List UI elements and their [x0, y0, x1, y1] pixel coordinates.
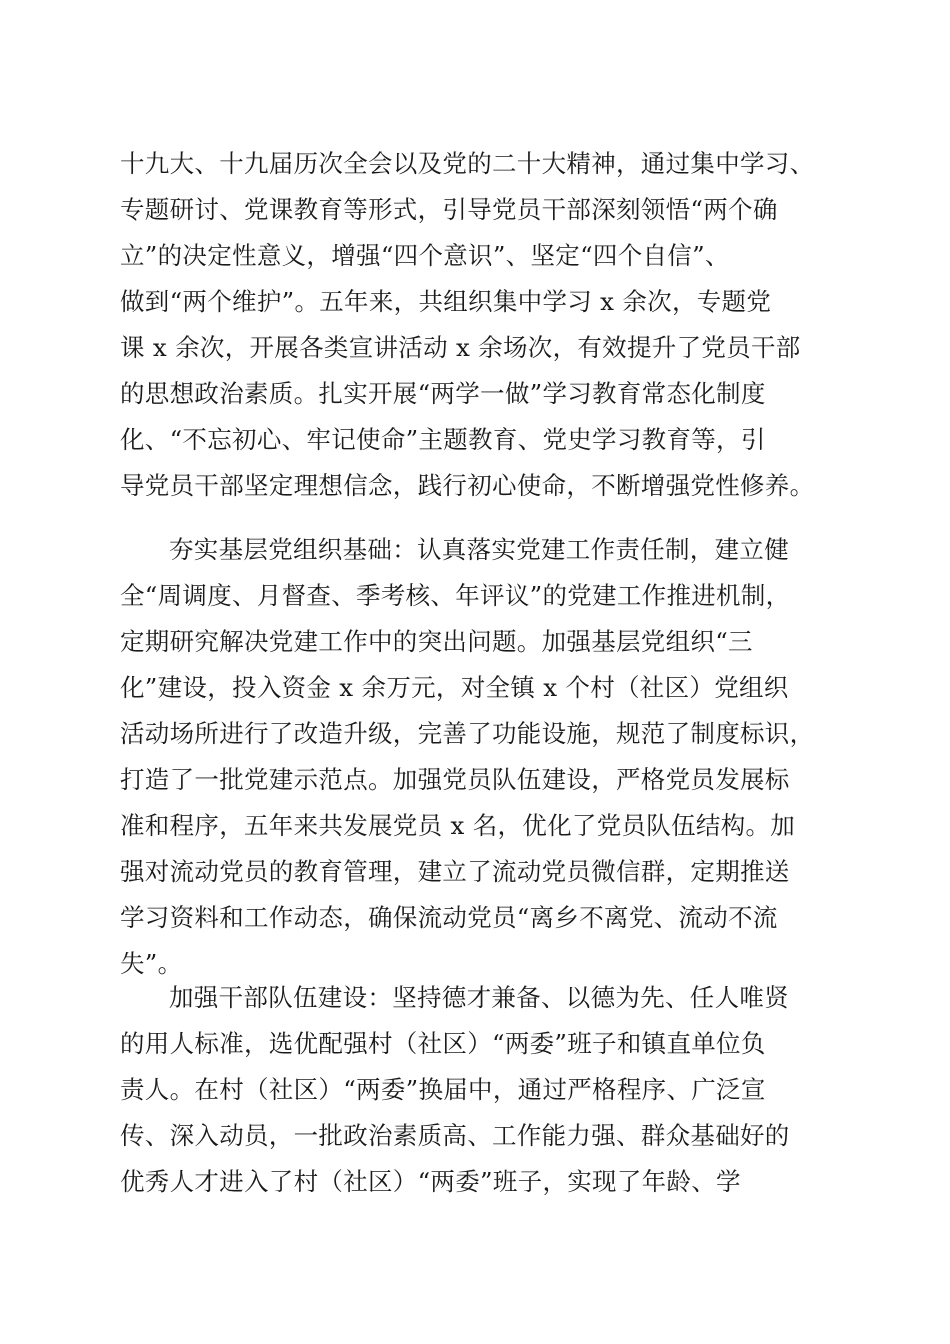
text-line: 导党员干部坚定理想信念，践行初心使命，不断增强党性修养。	[120, 471, 815, 500]
text-line: 化”建设，投入资金 x 余万元，对全镇 x 个村（社区）党组织	[120, 673, 789, 702]
text-line: 课 x 余次，开展各类宣讲活动 x 余场次，有效提升了党员干部	[120, 333, 801, 362]
text-line: 传、深入动员，一批政治素质高、工作能力强、群众基础好的	[120, 1121, 790, 1150]
text-line: 学习资料和工作动态，确保流动党员“离乡不离党、流动不流	[120, 903, 778, 932]
text-line: 优秀人才进入了村（社区）“两委”班子，实现了年龄、学	[120, 1167, 741, 1196]
text-line: 立”的决定性意义，增强“四个意识”、坚定“四个自信”、	[120, 241, 730, 270]
text-line: 化、“不忘初心、牢记使命”主题教育、党史学习教育等，引	[120, 425, 766, 454]
text-line: 做到“两个维护”。五年来，共组织集中学习 x 余次，专题党	[120, 287, 772, 316]
text-line: 失”。	[120, 949, 183, 978]
text-line: 活动场所进行了改造升级，完善了功能设施，规范了制度标识，	[120, 719, 815, 748]
text-line: 的用人标准，选优配强村（社区）“两委”班子和镇直单位负	[120, 1029, 766, 1058]
text-line: 专题研讨、党课教育等形式，引导党员干部深刻领悟“两个确	[120, 195, 778, 224]
text-line: 定期研究解决党建工作中的突出问题。加强基层党组织“三	[120, 627, 753, 656]
text-line: 责人。在村（社区）“两委”换届中，通过严格程序、广泛宣	[120, 1075, 766, 1104]
text-line: 全“周调度、月督查、季考核、年评议”的党建工作推进机制，	[120, 581, 791, 610]
text-line: 夯实基层党组织基础：认真落实党建工作责任制，建立健	[169, 535, 789, 564]
text-line: 十九大、十九届历次全会以及党的二十大精神，通过集中学习、	[120, 149, 815, 178]
text-line: 打造了一批党建示范点。加强党员队伍建设，严格党员发展标	[120, 765, 790, 794]
text-line: 强对流动党员的教育管理，建立了流动党员微信群，定期推送	[120, 857, 790, 886]
text-line: 准和程序，五年来共发展党员 x 名，优化了党员队伍结构。加	[120, 811, 796, 840]
text-line: 加强干部队伍建设：坚持德才兼备、以德为先、任人唯贤	[169, 983, 789, 1012]
text-line: 的思想政治素质。扎实开展“两学一做”学习教育常态化制度	[120, 379, 766, 408]
